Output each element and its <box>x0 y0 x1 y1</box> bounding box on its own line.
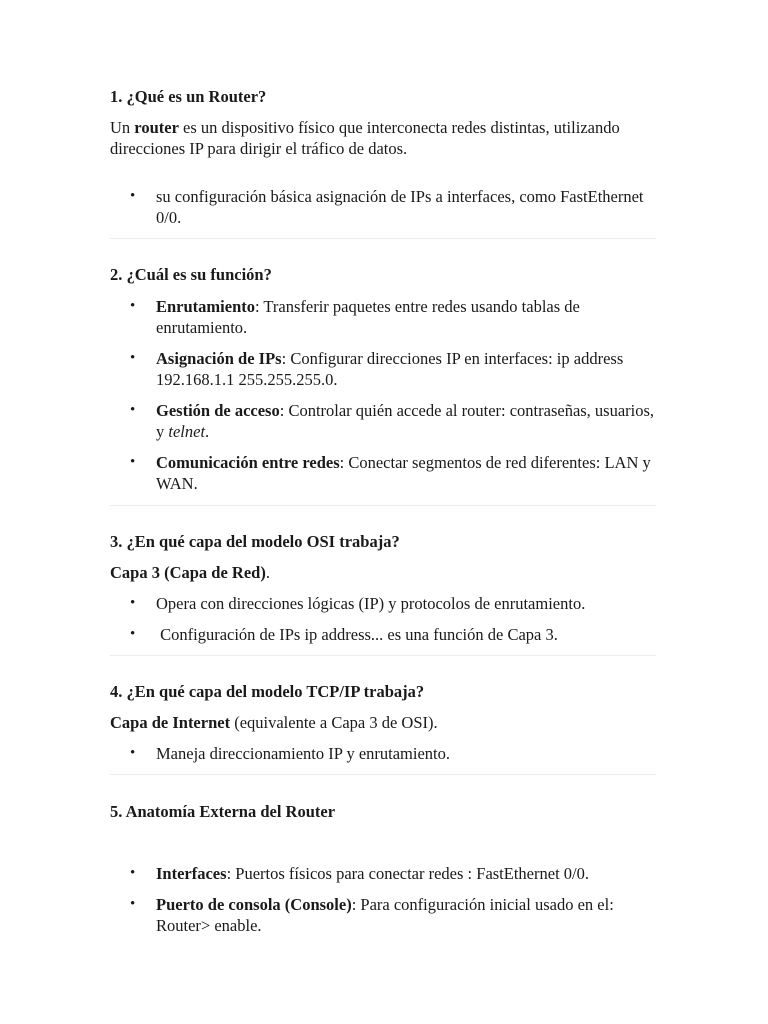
divider <box>110 238 656 239</box>
section-4-paragraph: Capa de Internet (equivalente a Capa 3 de OSI). <box>110 713 438 732</box>
list-item: • su configuración básica asignación de IPs a interfaces, como FastEthernet 0/0. <box>110 186 658 228</box>
divider <box>110 774 656 775</box>
divider <box>110 505 656 506</box>
divider <box>110 655 656 656</box>
list-item: • Comunicación entre redes: Conectar segmentos de red diferentes: LAN y WAN. <box>110 452 658 494</box>
list-item: • Asignación de IPs: Configurar direcciones IP en interfaces: ip address 192.168.1.1 255.255.255.0. <box>110 348 658 390</box>
section-1-list <box>110 186 658 238</box>
list-item: • Gestión de acceso: Controlar quién accede al router: contraseñas, usuarios, y telnet. <box>110 400 658 442</box>
section-5-heading: 5. Anatomía Externa del Router <box>110 802 336 821</box>
section-2-heading: 2. ¿Cuál es su función? <box>110 265 272 284</box>
section-5-list <box>110 863 658 946</box>
section-2-list <box>110 296 658 504</box>
section-1-paragraph: Un router es un dispositivo físico que interconecta redes distintas, utilizando direcciones IP para dirigir el tráfico de datos. <box>110 118 620 158</box>
list-item: • Interfaces: Puertos físicos para conectar redes : FastEthernet 0/0. <box>110 863 658 884</box>
list-item: • Enrutamiento: Transferir paquetes entre redes usando tablas de enrutamiento. <box>110 296 658 338</box>
section-3-paragraph: Capa 3 (Capa de Red). <box>110 563 270 582</box>
list-item: • Configuración de IPs ip address... es una función de Capa 3. <box>110 624 658 645</box>
list-item: • Opera con direcciones lógicas (IP) y protocolos de enrutamiento. <box>110 593 658 614</box>
section-3-list <box>110 593 658 655</box>
list-item: • Maneja direccionamiento IP y enrutamiento. <box>110 743 658 764</box>
section-1-heading: 1. ¿Qué es un Router? <box>110 87 267 106</box>
section-4-list <box>110 743 658 774</box>
list-item: • Puerto de consola (Console): Para configuración inicial usado en el: Router> enable. <box>110 894 658 936</box>
section-3-heading: 3. ¿En qué capa del modelo OSI trabaja? <box>110 532 400 551</box>
section-4-heading: 4. ¿En qué capa del modelo TCP/IP trabaja? <box>110 682 425 701</box>
